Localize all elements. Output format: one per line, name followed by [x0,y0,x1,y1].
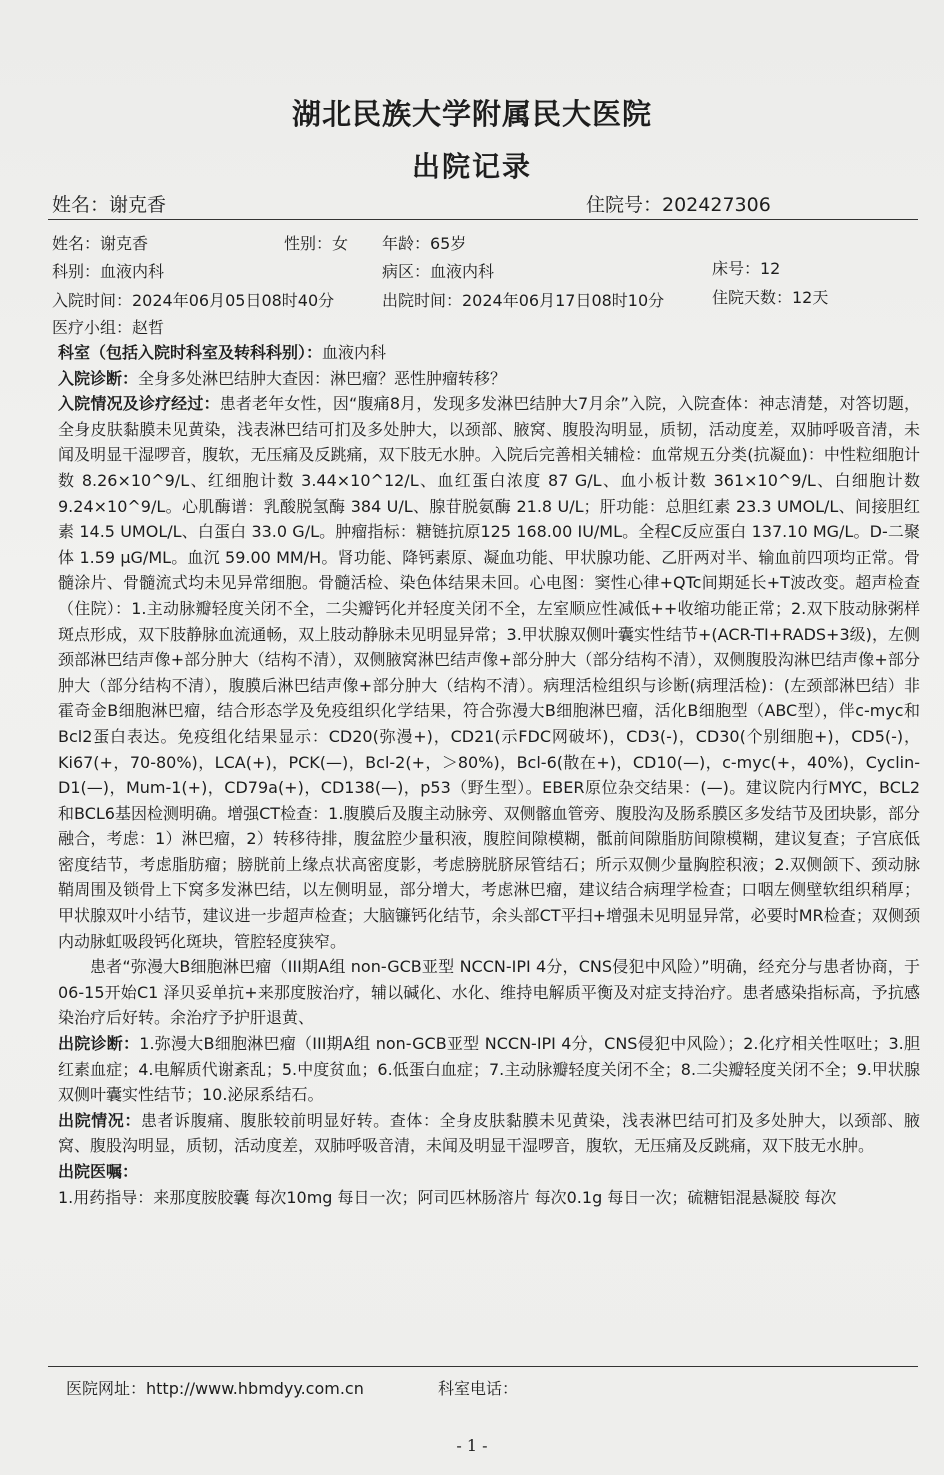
department: 科别：血液内科 [52,262,165,281]
discharge-diagnosis [58,1031,920,1108]
discharge-orders-label: 出院医嘱： [58,1162,139,1181]
patient-gender: 性别：女 [284,234,349,253]
page-number: - 1 - [456,1436,488,1455]
department-phone: 科室电话： [438,1379,519,1398]
header-divider [48,219,918,220]
discharge-diagnosis-label: 出院诊断： [58,1034,140,1054]
discharge-status-label: 出院情况： [58,1110,141,1130]
discharge-orders-line: 1.用药指导：来那度胺胶囊 每次10mg 每日一次；阿司匹林肠溶片 每次0.1g 每日一次；硫糖铝混悬凝胶 每次 [58,1187,837,1207]
footer-divider [48,1366,918,1367]
discharge-diagnosis-value: 1.弥漫大B细胞淋巴瘤（III期A组 non-GCB亚型 NCCN-IPI 4分，CNS侵犯中风险）；2.化疗相关性呕吐；3.胆红素血症；4.电解质代谢紊乱；5.中度贫血；6.低蛋白血症；7.主动脉瓣轻度关闭不全；8.二尖瓣轻度关闭不全；9.甲状腺双侧叶囊实性结节；10.泌尿系结石。 [58,1034,920,1105]
discharge-status [58,1108,920,1159]
ward: 病区：血液内科 [382,262,495,281]
admission-time: 入院时间：2024年06月05日08时40分 [52,291,335,310]
dept-section-value: 血液内科 [322,343,387,362]
record-body [58,340,920,1210]
medical-team: 医疗小组：赵哲 [52,318,165,337]
treatment-course-value: 患者老年女性，因“腹痛8月，发现多发淋巴结肿大7月余”入院，入院查体：神志清楚，对答切题，全身皮肤黏膜未见黄染，浅表淋巴结可扪及多处肿大，以颈部、腋窝、腹股沟明显，质韧，活动度差，双肺呼吸音清，未闻及明显干湿啰音，腹软，无压痛及反跳痛，双下肢无水肿。入院后完善相关辅检：血常规五分类(抗凝血)：中性粒细胞计数 8.26×10^9/L、红细胞计数 3.44×10^12/L、血红蛋白浓度 87 G/L、血小板计数 361×10^9/L、白细胞计数 9.24×10^9/L。心肌酶谱：乳酸脱氢酶 384 U/L、腺苷脱氨酶 21.8 U/L；肝功能：总胆红素 23.3 UMOL/L、间接胆红素 14.5 UMOL/L、白蛋白 33.0 G/L。肿瘤指标：糖链抗原125 168.00 IU/ML。全程C反应蛋白 137.10 MG/L。D-二聚体 1.59 μG/ML。血沉 59.00 MM/H。肾功能、降钙素原、凝血功能、甲状腺功能、乙肝两对半、输血前四项均正常。骨髓涂片、骨髓流式均未见异常细胞。骨髓活检、染色体结果未回。心电图：窦性心律+QTc间期延长+T波改变。超声检查（住院）：1.主动脉瓣轻度关闭不全，二尖瓣钙化并轻度关闭不全，左室顺应性减低++收缩功能正常；2.双下肢动脉粥样斑点形成，双下肢静脉血流通畅，双上肢动静脉未见明显异常；3.甲状腺双侧叶囊实性结节+(ACR-TI+RADS+3级)，左侧颈部淋巴结声像+部分肿大（结构不清），双侧腋窝淋巴结声像+部分肿大（部分结构不清），双侧腹股沟淋巴结声像+部分肿大（部分结构不清），腹膜后淋巴结声像+部分肿大（结构不清）。病理活检组织与诊断(病理活检)：(左颈部淋巴结）非霍奇金B细胞淋巴瘤，结合形态学及免疫组织化学结果，符合弥漫大B细胞淋巴瘤，活化B细胞型（ABC型），伴c-myc和Bcl2蛋白表达。免疫组化结果显示：CD20(弥漫+)，CD21(示FDC网破坏)，CD3(-)，CD30(个别细胞+)，CD5(-)，Ki67(+，70-80%)，LCA(+)，PCK(—)，Bcl-2(+，＞80%)，Bcl-6(散在+)，CD10(—)，c-myc(+，40%)，Cyclin-D1(—)，Mum-1(+)，CD79a(+)，CD138(—)，p53（野生型）。EBER原位杂交结果：(—)。建议院内行MYC，BCL2和BCL6基因检测明确。增强CT检查：1.腹膜后及腹主动脉旁、双侧髂血管旁、腹股沟及肠系膜区多发结节及团块影，部分融合，考虑：1）淋巴瘤，2）转移待排，腹盆腔少量积液，腹腔间隙模糊，骶前间隙脂肪间隙模糊，建议复查；子宫底低密度结节，考虑脂肪瘤；膀胱前上缘点状高密度影，考虑膀胱脐尿管结石；所示双侧少量胸腔积液；2.双侧颌下、颈动脉鞘周围及锁骨上下窝多发淋巴结，以左侧明显，部分增大，考虑淋巴瘤，建议结合病理学检查；口咽左侧壁软组织稍厚；甲状腺双叶小结节，建议进一步超声检查；大脑镰钙化结节，余头部CT平扫+增强未见明显异常，必要时MR检查；双侧颈内动脉虹吸段钙化斑块，管腔轻度狭窄。 [58,394,920,951]
document-title: 出院记录 [411,150,532,183]
admission-diagnosis-label: 入院诊断： [58,368,139,388]
patient-age: 年龄：65岁 [382,234,467,253]
header-admission-number: 住院号：202427306 [586,194,771,216]
admission-diagnosis-value: 全身多处淋巴结肿大查因：淋巴瘤？恶性肿瘤转移？ [138,368,507,388]
treatment-course [58,391,920,954]
treatment-course-label: 入院情况及诊疗经过： [58,394,220,414]
treatment-summary: 患者“弥漫大B细胞淋巴瘤（III期A组 non-GCB亚型 NCCN-IPI 4分，CNS侵犯中风险）”明确，经充分与患者协商，于06-15开始C1 泽贝妥单抗+来那度胺治疗，辅以碱化、水化、维持电解质平衡及对症支持治疗。患者感染指标高，予抗感染治疗后好转。余治疗予护肝退黄、 [58,957,920,1028]
hospital-name: 湖北民族大学附属民大医院 [291,97,652,131]
bed-number: 床号：12 [712,259,781,278]
hospital-days: 住院天数：12天 [712,288,829,307]
discharge-time: 出院时间：2024年06月17日08时10分 [382,291,665,310]
dept-section [58,340,920,366]
discharge-status-value: 患者诉腹痛、腹胀较前明显好转。查体：全身皮肤黏膜未见黄染，浅表淋巴结可扪及多处肿大，以颈部、腋窝、腹股沟明显，质韧，活动度差，双肺呼吸音清，未闻及明显干湿啰音，腹软，无压痛及反跳痛，双下肢无水肿。 [58,1110,920,1156]
header-patient-name: 姓名：谢克香 [52,194,167,216]
patient-name: 姓名：谢克香 [52,234,149,253]
admission-diagnosis [58,366,920,392]
dept-section-label: 科室（包括入院时科室及转科科别）： [58,343,323,362]
hospital-website: 医院网址：http://www.hbmdyy.com.cn [66,1379,364,1398]
